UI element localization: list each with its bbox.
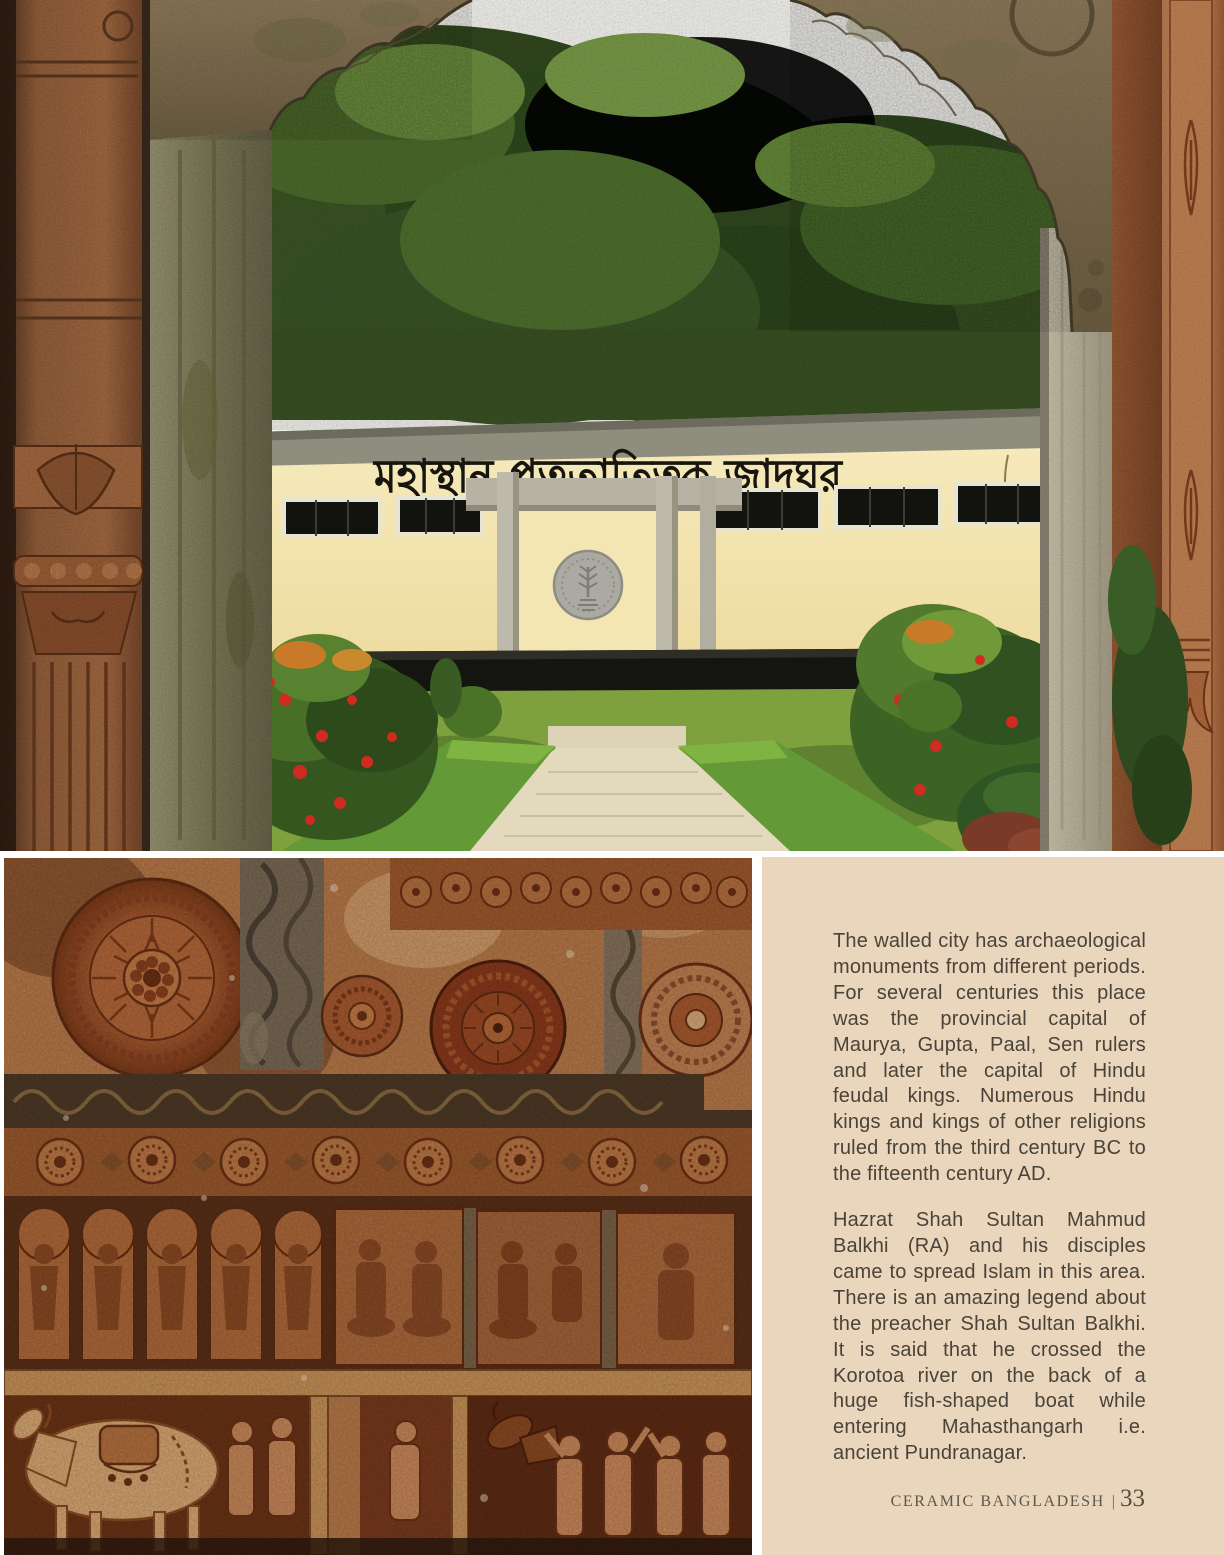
article-paragraph-1: The walled city has archaeological monuments from different periods. For several centuries this place was the provincial capital of Maurya, Gupta, Paal, Sen rulers and later the capital of Hindu feudal kings. Numerous Hindu kings and kings of other religions ruled from the third century BC to the fifteenth century AD. — [833, 930, 1146, 1186]
entrance-portico — [466, 472, 742, 668]
museum-emblem-medallion — [554, 551, 622, 619]
building-sign-text: মহাস্থান প্রত্নতাত্ত্বিক জাদুঘর — [374, 449, 902, 503]
terracotta-carvings-photo — [4, 858, 752, 1555]
page-footer — [891, 1485, 1145, 1513]
journal-name: CERAMIC BANGLADESH — [890, 1493, 1105, 1510]
terracotta-carvings-scene — [4, 858, 752, 1555]
page-number: 33 — [1120, 1485, 1145, 1512]
article-text-panel — [762, 857, 1224, 1555]
footer-separator: | — [1111, 1493, 1115, 1510]
gate-pillar-left — [0, 0, 150, 851]
gate-inner-column-left — [148, 118, 272, 851]
article-body — [833, 929, 1146, 1487]
grain-overlay — [4, 858, 752, 1555]
entrance-step — [548, 726, 686, 748]
article-paragraph-2: Hazrat Shah Sultan Mahmud Balkhi (RA) and his disciples came to spread Islam in this area. There is an amazing legend about the preacher Shah Sultan Balkhi. It is said that he crossed the Korotoa river on the back of a huge fish-shaped boat while entering Mahasthangarh i.e. ancient Pundranagar. — [833, 1209, 1146, 1465]
